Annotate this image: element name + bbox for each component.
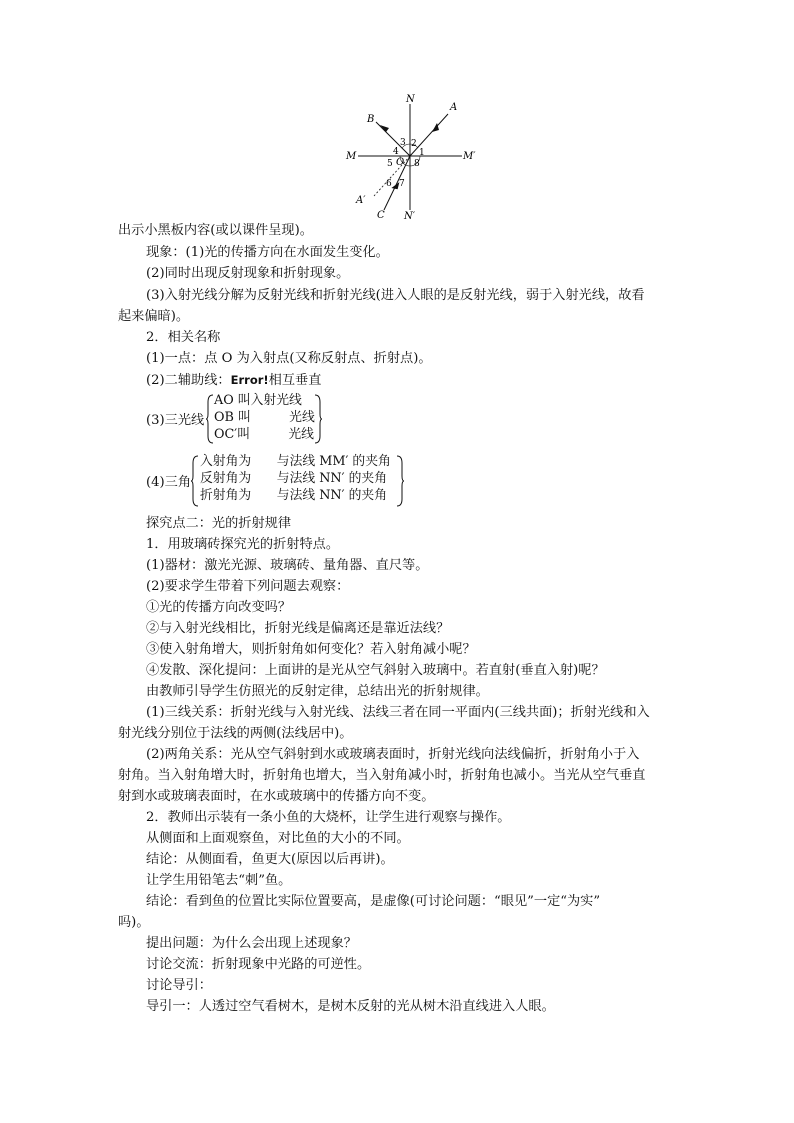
incident-arrow (432, 123, 439, 132)
label-A-prime: A′ (356, 195, 366, 206)
label-M-prime: M′ (463, 151, 476, 162)
text-line: 现象：(1)光的传播方向在水面发生变化。 (146, 245, 389, 260)
right-brace (396, 455, 404, 507)
text-line: (1)器材：激光光源、玻璃砖、量角器、直尺等。 (146, 558, 429, 573)
text-line: 讨论交流：折射现象中光路的可逆性。 (146, 957, 371, 972)
section-heading: 探究点二：光的折射规律 (146, 516, 292, 531)
text-line: 吗)。 (118, 915, 150, 930)
text-line: (2)同时出现反射现象和折射现象。 (146, 266, 350, 281)
text-line: 起来偏暗)。 (118, 309, 190, 324)
text-line: ②与入射光线相比，折射光线是偏离还是靠近法线？ (146, 621, 450, 636)
incident-ray (410, 114, 448, 156)
angle-label-3: 3 (400, 138, 406, 148)
text-line: (1)一点：点 O 为入射点(又称反射点、折射点)。 (146, 351, 432, 366)
label-B: B (367, 114, 375, 125)
label-O: O (396, 157, 405, 168)
three-lines-list (214, 392, 315, 443)
three-lines-item: OC′叫 光线 (214, 427, 314, 442)
aux-lines-label: (2)二辅助线： (146, 373, 231, 388)
perpendicular-text: 相互垂直 (268, 373, 322, 388)
angle-label-5: 5 (387, 159, 393, 169)
text-line: 结论：从侧面看，鱼更大(原因以后再讲)。 (146, 852, 394, 867)
text-line: 由教师引导学生仿照光的反射定律，总结出光的折射规律。 (146, 684, 489, 699)
text-line: 结论：看到鱼的位置比实际位置要高，是虚像(可讨论问题：“眼见”一定“为实” (146, 894, 601, 909)
text-line: 2．相关名称 (146, 330, 221, 345)
three-lines-label: (3)三光线 (146, 413, 205, 428)
angle-label-2: 2 (411, 139, 417, 149)
text-line: (3)入射光线分解为反射光线和折射光线(进入人眼的是反射光线，弱于入射光线，故看 (146, 288, 645, 303)
text-line: 从侧面和上面观察鱼，对比鱼的大小的不同。 (146, 831, 410, 846)
text-line: 讨论导引： (146, 978, 212, 993)
three-angles-label: (4)三角 (146, 475, 192, 490)
three-lines-item: AO 叫入射光线 (214, 393, 302, 408)
three-angles-item: 反射角为 与法线 NN′ 的夹角 (200, 471, 387, 486)
text-line: 1．用玻璃砖探究光的折射特点。 (146, 537, 340, 552)
label-M: M (346, 151, 357, 162)
text-line: 导引一：人透过空气看树木，是树木反射的光从树木沿直线进入人眼。 (146, 999, 555, 1014)
angle-label-8: 8 (414, 159, 420, 169)
refraction-diagram (340, 92, 480, 222)
angle-label-4: 4 (393, 147, 399, 157)
text-line: ①光的传播方向改变吗？ (146, 600, 292, 615)
left-brace (191, 455, 199, 507)
three-lines-item: OB 叫 光线 (214, 410, 315, 425)
error-marker: Error! (230, 373, 269, 387)
three-angles-list (200, 453, 391, 504)
right-brace (314, 394, 322, 444)
text-line: (2)要求学生带着下列问题去观察： (146, 579, 350, 594)
text-line: 射角。当入射角增大时，折射角也增大，当入射角减小时，折射角也减小。当光从空气垂直 (118, 768, 646, 783)
label-N-prime: N′ (404, 211, 416, 222)
text-line (146, 370, 706, 391)
angle-label-1: 1 (419, 148, 425, 158)
text-line: (1)三线关系：折射光线与入射光线、法线三者在同一平面内(三线共面)；折射光线和入 (146, 705, 650, 720)
text-line: 射光线分别位于法线的两侧(法线居中)。 (118, 726, 353, 741)
text-line: 出示小黑板内容(或以课件呈现)。 (118, 223, 313, 238)
text-line: ③使入射角增大，则折射角如何变化？若入射角减小呢？ (146, 642, 476, 657)
three-angles-item: 入射角为 与法线 MM′ 的夹角 (200, 454, 391, 469)
label-N: N (406, 94, 415, 105)
text-line: ④发散、深化提问：上面讲的是光从空气斜射入玻璃中。若直射(垂直入射)呢？ (146, 663, 605, 678)
text-line: 让学生用铅笔去“刺”鱼。 (146, 873, 292, 888)
label-C: C (377, 210, 385, 221)
angle-label-7: 7 (399, 179, 405, 189)
three-angles-item: 折射角为 与法线 NN′ 的夹角 (200, 488, 387, 503)
left-brace (206, 394, 214, 444)
text-line: 提出问题：为什么会出现上述现象？ (146, 936, 357, 951)
text-line: (2)两角关系：光从空气斜射到水或玻璃表面时，折射光线向法线偏折，折射角小于入 (146, 747, 640, 762)
text-line: 2．教师出示装有一条小鱼的大烧杯，让学生进行观察与操作。 (146, 810, 511, 825)
label-A: A (450, 102, 458, 113)
angle-label-6: 6 (386, 179, 392, 189)
text-line: 射到水或玻璃表面时，在水或玻璃中的传播方向不变。 (118, 789, 435, 804)
